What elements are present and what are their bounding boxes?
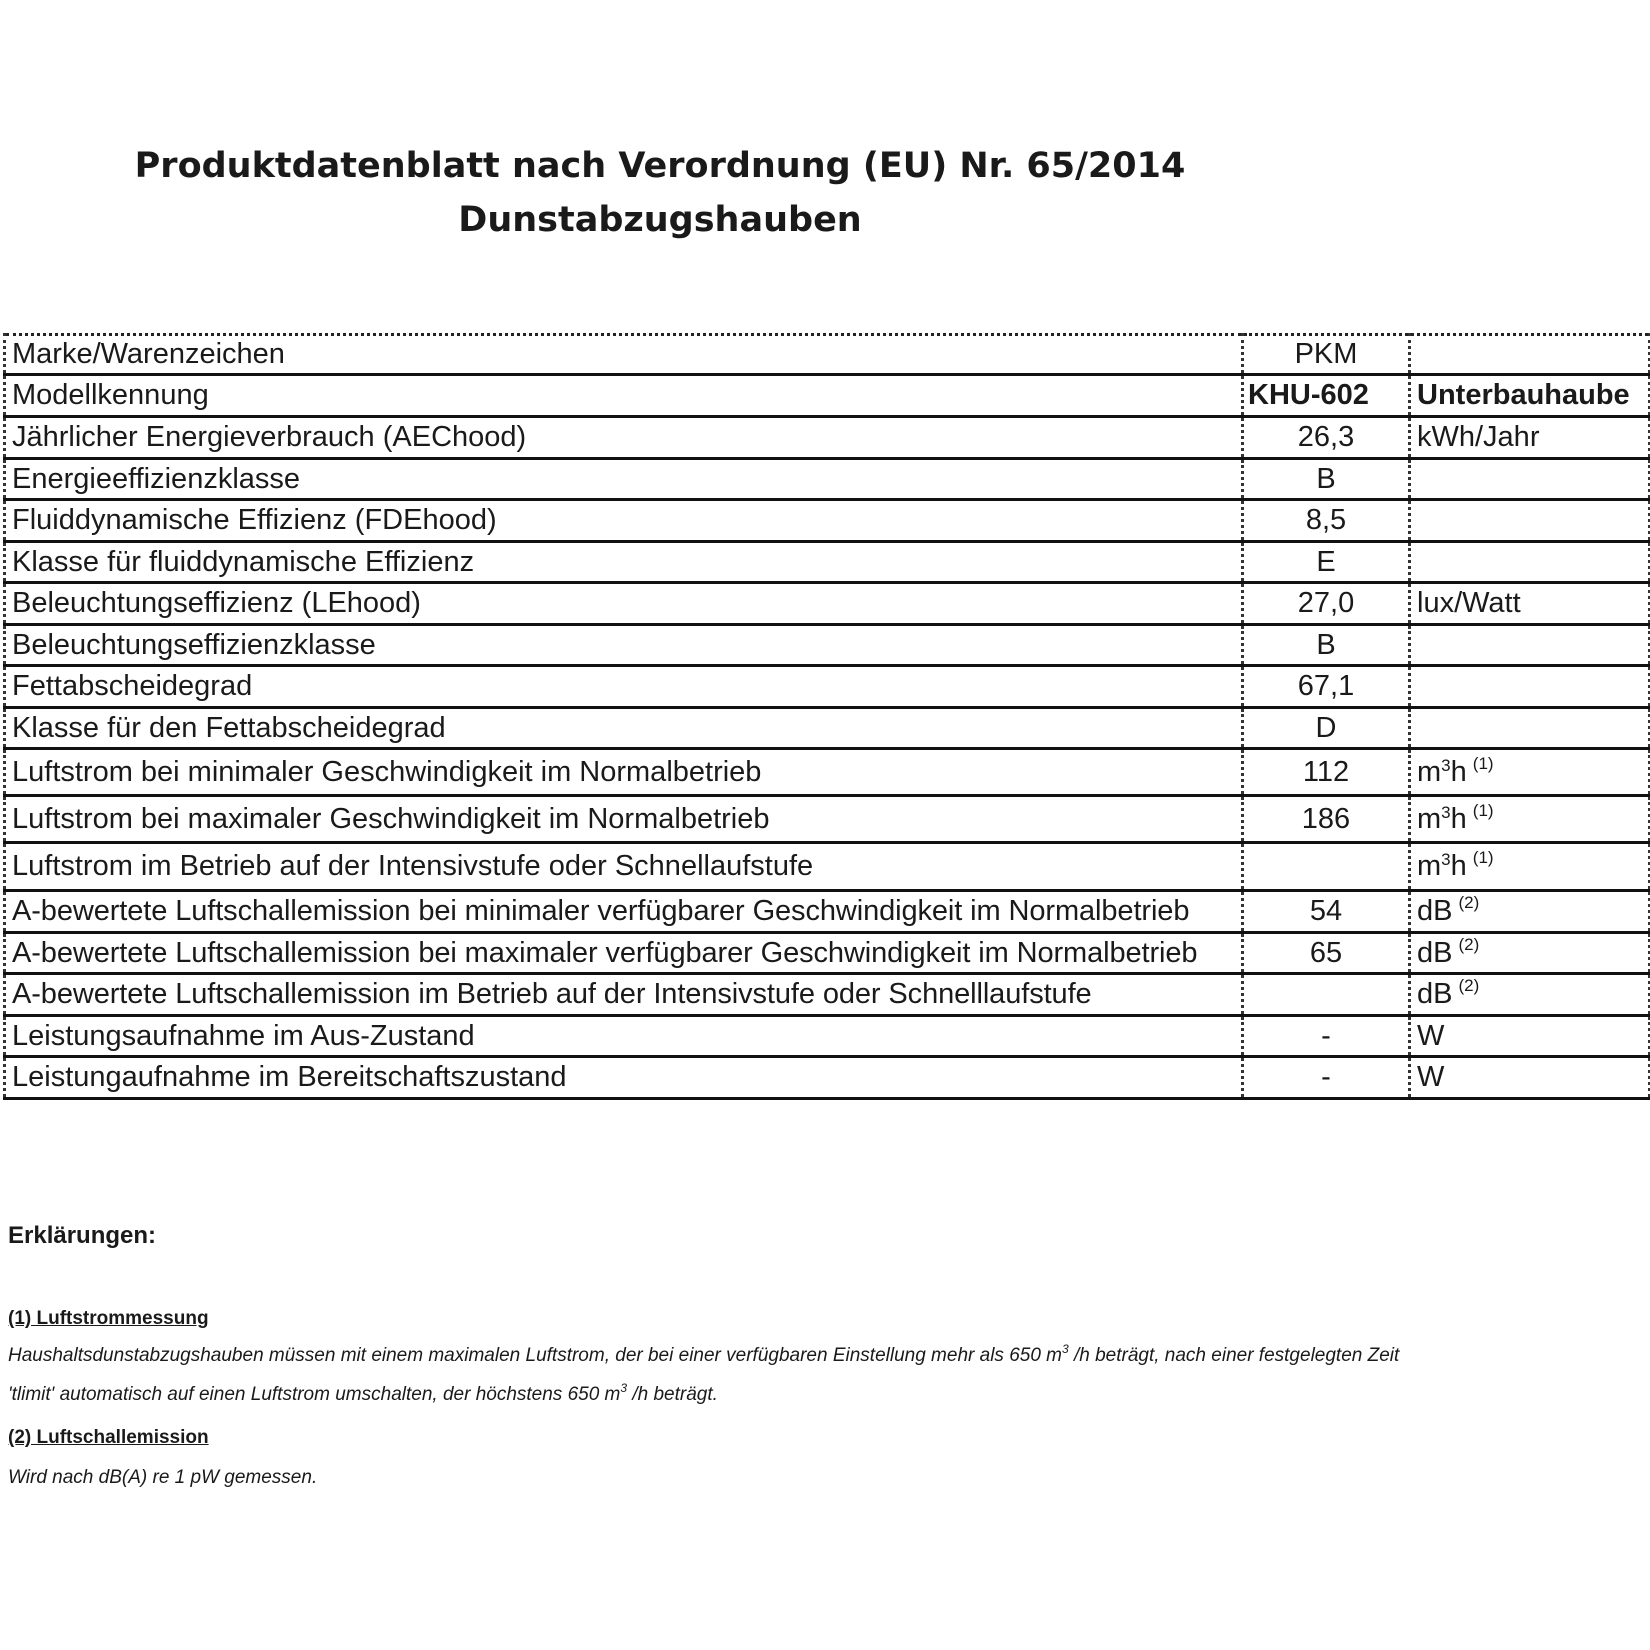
- unit-exponent: 3: [1441, 755, 1451, 775]
- row-label: Beleuchtungseffizienzklasse: [5, 625, 1243, 666]
- row-unit: [1410, 666, 1650, 708]
- row-unit: [1410, 749, 1650, 796]
- row-label: Fluiddynamische Effizienz (FDEhood): [5, 500, 1243, 542]
- footnote-ref: (1): [1472, 753, 1494, 773]
- table-row: [5, 1057, 1650, 1099]
- row-label: A-bewertete Luftschallemission bei minimaler verfügbarer Geschwindigkeit im Normalbetrieb: [5, 891, 1243, 933]
- row-value: 26,3: [1243, 417, 1410, 459]
- row-label: A-bewertete Luftschallemission bei maximaler verfügbarer Geschwindigkeit im Normalbetrieb: [5, 933, 1243, 974]
- model-id-value: KHU-602: [1243, 375, 1410, 417]
- row-value: B: [1243, 459, 1410, 500]
- row-unit: [1410, 335, 1650, 375]
- row-unit: [1410, 933, 1650, 974]
- row-value: 8,5: [1243, 500, 1410, 542]
- row-unit: [1410, 796, 1650, 843]
- table-row: [5, 459, 1650, 500]
- table-row: [5, 375, 1650, 417]
- table-row: [5, 796, 1650, 843]
- note1-text-line2: [8, 1381, 718, 1406]
- note1-line1-end: /h beträgt, nach einer festgelegten Zeit: [1073, 1345, 1400, 1366]
- footnote-ref: (1): [1472, 800, 1494, 820]
- footnote-ref: (2): [1458, 976, 1480, 995]
- table-row: [5, 974, 1650, 1016]
- table-row: [5, 933, 1650, 974]
- row-unit: [1410, 708, 1650, 749]
- row-unit: [1410, 974, 1650, 1016]
- note1-heading: (1) Luftstrommessung: [8, 1308, 209, 1329]
- row-label: Luftstrom bei maximaler Geschwindigkeit im Normalbetrieb: [5, 796, 1243, 843]
- note1-line2-start: 'tlimit' automatisch auf einen Luftstrom umschalten, der höchstens 650 m: [8, 1384, 621, 1405]
- row-label: Klasse für fluiddynamische Effizienz: [5, 542, 1243, 583]
- row-value: 27,0: [1243, 583, 1410, 625]
- unit-base: m: [1417, 850, 1442, 882]
- row-value: 112: [1243, 749, 1410, 796]
- datasheet-title: Produktdatenblatt nach Verordnung (EU) Nr. 65/2014: [134, 146, 1186, 186]
- table-row: [5, 542, 1650, 583]
- table-row: [5, 843, 1650, 891]
- row-label: Leistungsaufnahme im Aus-Zustand: [5, 1016, 1243, 1057]
- note1-line2-end: /h beträgt.: [632, 1384, 718, 1405]
- table-row: [5, 625, 1650, 666]
- table-row: [5, 335, 1650, 375]
- row-unit: lux/Watt: [1410, 583, 1650, 625]
- row-value: [1243, 843, 1410, 891]
- row-value: E: [1243, 542, 1410, 583]
- row-value: [1243, 974, 1410, 1016]
- row-value: -: [1243, 1057, 1410, 1099]
- unit-base: m: [1417, 802, 1442, 835]
- unit-tail: h: [1450, 755, 1467, 788]
- explanations-heading: Erklärungen:: [8, 1222, 157, 1249]
- row-label: Fettabscheidegrad: [5, 666, 1243, 708]
- unit-exponent: 3: [1441, 802, 1451, 822]
- unit-exponent: 3: [1441, 850, 1451, 869]
- row-label: Beleuchtungseffizienz (LEhood): [5, 583, 1243, 625]
- table-row: [5, 1016, 1650, 1057]
- row-unit: [1410, 542, 1650, 583]
- row-unit: [1410, 843, 1650, 891]
- row-value: 67,1: [1243, 666, 1410, 708]
- table-row: [5, 749, 1650, 796]
- footnote-ref: (1): [1472, 848, 1494, 867]
- note1-line1-start: Haushaltsdunstabzugshauben müssen mit einem maximalen Luftstrom, der bei einer verfügbaren Einstellung mehr als 650 m: [8, 1345, 1062, 1366]
- row-unit: kWh/Jahr: [1410, 417, 1650, 459]
- row-value: 186: [1243, 796, 1410, 843]
- note2-heading: (2) Luftschallemission: [8, 1427, 209, 1448]
- table-row: [5, 666, 1650, 708]
- row-value: -: [1243, 1016, 1410, 1057]
- unit-base: m: [1417, 755, 1442, 788]
- note1-text-line1: [8, 1342, 1400, 1367]
- row-value: 54: [1243, 891, 1410, 933]
- row-label: Marke/Warenzeichen: [5, 335, 1243, 375]
- note2-text: Wird nach dB(A) re 1 pW gemessen.: [8, 1467, 318, 1488]
- unit-base: dB: [1417, 978, 1453, 1010]
- row-label: Energieeffizienzklasse: [5, 459, 1243, 500]
- unit-base: dB: [1417, 936, 1453, 969]
- row-label: Klasse für den Fettabscheidegrad: [5, 708, 1243, 749]
- row-label: Modellkennung: [5, 375, 1243, 417]
- row-unit: W: [1410, 1016, 1650, 1057]
- row-unit: [1410, 459, 1650, 500]
- unit-base: dB: [1417, 895, 1453, 927]
- row-value: PKM: [1243, 335, 1410, 375]
- row-label: Jährlicher Energieverbrauch (AEChood): [5, 417, 1243, 459]
- row-label: Leistungaufnahme im Bereitschaftszustand: [5, 1057, 1243, 1099]
- row-label: Luftstrom im Betrieb auf der Intensivstufe oder Schnellaufstufe: [5, 843, 1243, 891]
- note1-line2-exponent: 3: [620, 1381, 628, 1395]
- table-row: [5, 500, 1650, 542]
- row-value: D: [1243, 708, 1410, 749]
- row-unit: [1410, 625, 1650, 666]
- footnote-ref: (2): [1458, 934, 1480, 954]
- row-value: B: [1243, 625, 1410, 666]
- unit-tail: h: [1450, 802, 1467, 835]
- unit-tail: h: [1450, 850, 1467, 882]
- row-unit: [1410, 891, 1650, 933]
- datasheet-subtitle: Dunstabzugshauben: [458, 200, 862, 240]
- row-label: A-bewertete Luftschallemission im Betrieb auf der Intensivstufe oder Schnelllaufstufe: [5, 974, 1243, 1016]
- note1-line1-exponent: 3: [1062, 1342, 1069, 1356]
- table-row: [5, 417, 1650, 459]
- row-value: 65: [1243, 933, 1410, 974]
- hood-type: Unterbauhaube: [1410, 375, 1650, 417]
- table-row: [5, 583, 1650, 625]
- row-unit: W: [1410, 1057, 1650, 1099]
- footnote-ref: (2): [1458, 893, 1480, 912]
- table-row: [5, 708, 1650, 749]
- row-unit: [1410, 500, 1650, 542]
- product-data-table: [3, 333, 1650, 1100]
- row-label: Luftstrom bei minimaler Geschwindigkeit im Normalbetrieb: [5, 749, 1243, 796]
- table-row: [5, 891, 1650, 933]
